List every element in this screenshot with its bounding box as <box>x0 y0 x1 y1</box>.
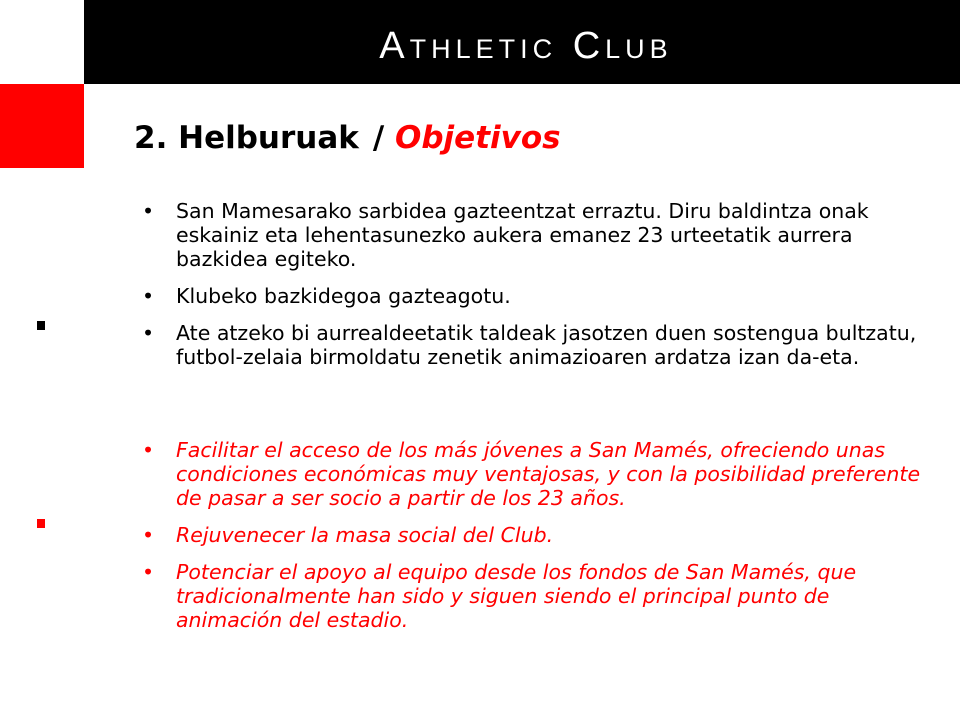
title-main: 2. Helburuak <box>134 120 359 156</box>
red-accent-square <box>0 84 84 168</box>
list-item <box>142 284 932 308</box>
list-item <box>142 438 932 510</box>
list-item <box>142 523 932 547</box>
spanish-section-marker <box>37 519 45 528</box>
list-item-text: Ate atzeko bi aurrealdeetatik taldeak jasotzen duen sostengua bultzatu, futbol-zelaia birmoldatu zenetik animazioaren ardatza izan da-eta. <box>176 321 917 369</box>
title-separator: / <box>372 120 385 156</box>
list-item-text: San Mamesarako sarbidea gazteentzat erraztu. Diru baldintza onak eskainiz eta lehentasunezko aukera emanez 23 urteetatik aurrera bazkidea egiteko. <box>176 199 869 271</box>
title-alt: Objetivos <box>395 120 561 156</box>
list-item-text: Facilitar el acceso de los más jóvenes a San Mamés, ofreciendo unas condiciones económicas muy ventajosas, y con la posibilidad preferente de pasar a ser socio a partir de los 23 años. <box>176 438 921 510</box>
objectives-spanish-list <box>142 438 932 645</box>
list-item <box>142 321 932 369</box>
club-logo-text: Athletic Club <box>379 25 673 67</box>
objectives-basque-list <box>142 199 932 382</box>
slide-title <box>134 116 561 160</box>
list-item-text: Klubeko bazkidegoa gazteagotu. <box>176 284 511 308</box>
list-item-text: Potenciar el apoyo al equipo desde los fondos de San Mamés, que tradicionalmente han sido y siguen siendo el principal punto de animación del estadio. <box>176 560 857 632</box>
list-item <box>142 199 932 271</box>
bullet: • <box>142 560 155 584</box>
bullet: • <box>142 523 155 547</box>
basque-section-marker <box>37 321 45 330</box>
bullet: • <box>142 284 155 308</box>
header-bar <box>84 0 960 84</box>
bullet: • <box>142 199 155 223</box>
bullet: • <box>142 438 155 462</box>
bullet: • <box>142 321 155 345</box>
list-item-text: Rejuvenecer la masa social del Club. <box>176 523 554 547</box>
list-item <box>142 560 932 632</box>
